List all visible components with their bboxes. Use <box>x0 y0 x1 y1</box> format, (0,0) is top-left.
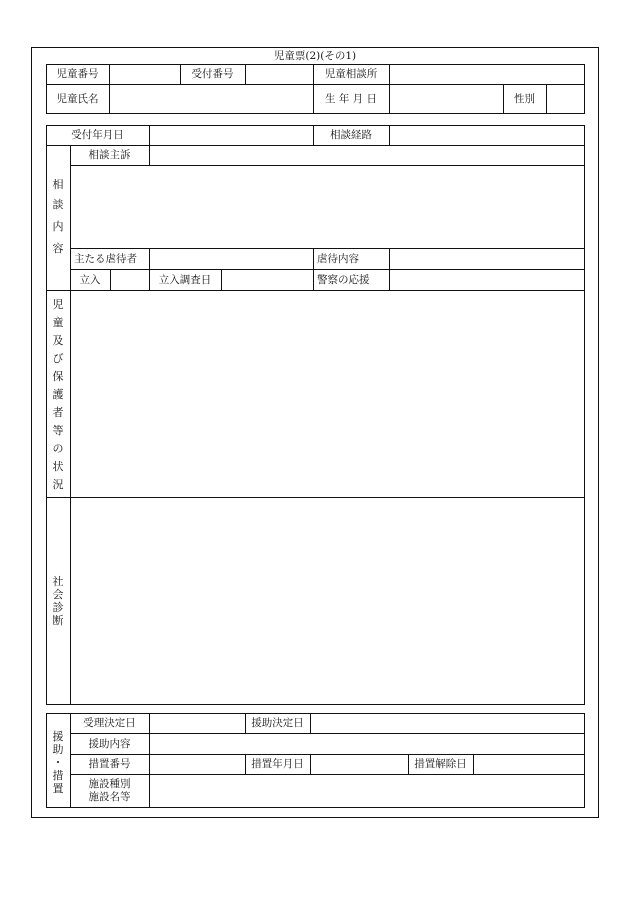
main-complaint-field[interactable] <box>150 146 584 164</box>
main-complaint-label: 相談主訴 <box>88 149 131 161</box>
measure-date-label: 措置年月日 <box>251 758 304 770</box>
consultation-content-field[interactable] <box>71 166 584 247</box>
entry-date-field[interactable] <box>222 270 312 289</box>
entry-label: 立入 <box>79 274 101 286</box>
route-label: 相談経路 <box>330 129 372 141</box>
support-content-label: 援助内容 <box>88 738 131 750</box>
sex-field[interactable] <box>547 85 584 113</box>
reception-date-field[interactable] <box>150 126 312 144</box>
entry-date-label: 立入調査日 <box>158 274 212 286</box>
consultation-center-field[interactable] <box>390 65 584 83</box>
entry-field[interactable] <box>111 270 148 289</box>
page-title: 児童票(2)(その1) <box>273 50 357 62</box>
support-decision-date-field[interactable] <box>311 714 584 732</box>
measure-release-date-field[interactable] <box>474 755 584 773</box>
measure-number-field[interactable] <box>150 755 244 773</box>
police-support-field[interactable] <box>390 270 584 289</box>
child-name-label: 児童氏名 <box>56 93 99 105</box>
birth-date-field[interactable] <box>390 85 502 113</box>
consultation-center-label: 児童相談所 <box>324 68 378 80</box>
child-number-label: 児童番号 <box>56 68 99 80</box>
facility-field[interactable] <box>150 775 584 807</box>
consultation-side-label: 相 談 内 容 <box>52 178 64 255</box>
status-content-field[interactable] <box>71 291 584 496</box>
reception-date-label: 受付年月日 <box>71 129 124 141</box>
reception-number-label: 受付番号 <box>191 68 234 80</box>
main-abuser-field[interactable] <box>150 249 312 268</box>
diagnosis-side-label: 社 会 診 断 <box>52 575 64 627</box>
measure-number-label: 措置番号 <box>88 758 131 770</box>
status-side-label: 児 童 及 び 保 護 者 等 の 状 況 <box>52 298 64 491</box>
abuse-content-label: 虐待内容 <box>317 253 359 265</box>
diagnosis-content-field[interactable] <box>71 498 584 704</box>
sex-label: 性別 <box>514 93 535 105</box>
acceptance-date-field[interactable] <box>150 714 244 732</box>
support-side-label: 援 助 ・ 措 置 <box>52 730 64 795</box>
main-abuser-label: 主たる虐待者 <box>74 253 137 265</box>
support-content-field[interactable] <box>150 734 584 753</box>
support-decision-date-label: 援助決定日 <box>251 717 304 729</box>
abuse-content-field[interactable] <box>390 249 584 268</box>
child-number-field[interactable] <box>110 65 179 83</box>
police-support-label: 警察の応援 <box>317 274 370 286</box>
route-field[interactable] <box>390 126 584 144</box>
child-name-field[interactable] <box>110 85 312 113</box>
measure-date-field[interactable] <box>311 755 407 773</box>
acceptance-date-label: 受理決定日 <box>83 717 136 729</box>
reception-number-field[interactable] <box>246 65 312 83</box>
measure-release-date-label: 措置解除日 <box>414 758 467 770</box>
facility-name-label: 施設名等 <box>88 791 131 803</box>
facility-type-label: 施設種別 <box>88 778 131 790</box>
birth-date-label: 生 年 月 日 <box>324 93 377 105</box>
